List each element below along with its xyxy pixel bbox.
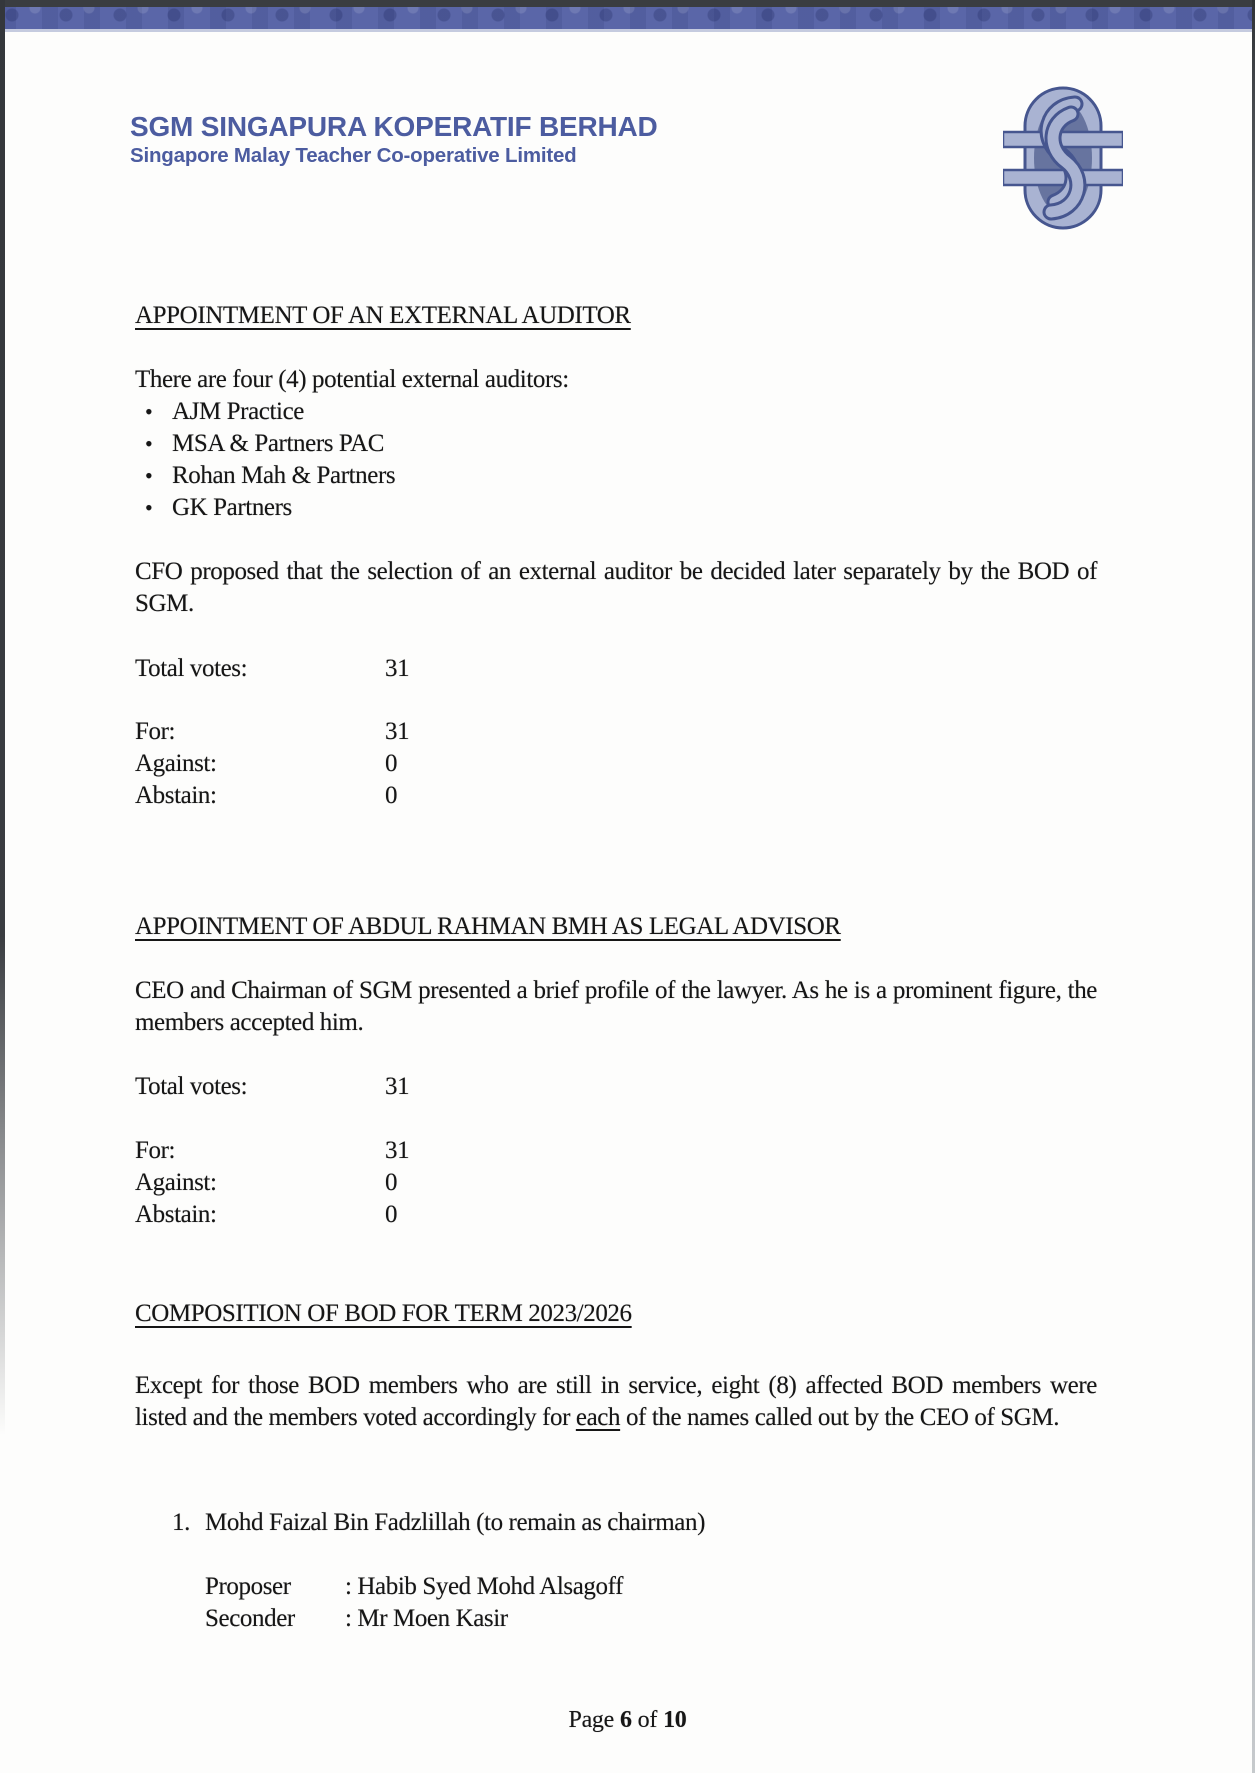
scan-edge-top — [0, 0, 1255, 7]
total-pages: 10 — [663, 1707, 687, 1733]
vote-label: Abstain: — [135, 1201, 217, 1228]
proposer-value: : Habib Syed Mohd Alsagoff — [345, 1573, 624, 1600]
list-number: 1. — [172, 1509, 190, 1536]
vote-value: 31 — [385, 1073, 410, 1100]
company-name: SGM SINGAPURA KOPERATIF BERHAD — [130, 111, 658, 142]
against-votes-row — [135, 748, 835, 780]
bullet-icon: • — [145, 463, 153, 488]
proposer-label: Proposer — [205, 1573, 291, 1600]
bullet-text: GK Partners — [172, 494, 292, 521]
section-1-paragraph: CFO proposed that the selection of an external auditor be decided later separately by the BOD of SGM. — [135, 558, 1097, 617]
bullet-icon: • — [145, 399, 153, 424]
section-1-heading: APPOINTMENT OF AN EXTERNAL AUDITOR — [135, 302, 631, 329]
vote-label: For: — [135, 1137, 176, 1164]
paragraph-text: of the names called out by the CEO of SGM. — [620, 1404, 1060, 1431]
for-votes-row — [135, 1135, 835, 1167]
bullet-text: MSA & Partners PAC — [172, 430, 385, 457]
vote-value: 0 — [385, 750, 398, 777]
sgm-emblem-logo — [1003, 86, 1123, 230]
list-item — [135, 492, 1097, 524]
vote-label: For: — [135, 718, 176, 745]
seconder-value: : Mr Moen Kasir — [345, 1605, 508, 1632]
underlined-word: each — [575, 1404, 621, 1431]
against-votes-row — [135, 1167, 835, 1199]
bullet-icon: • — [145, 495, 153, 520]
section-3-paragraph — [135, 1370, 1097, 1434]
page-number: 6 — [619, 1707, 632, 1733]
page-word: Page — [568, 1707, 614, 1733]
vote-value: 31 — [385, 718, 410, 745]
total-votes-row — [135, 653, 835, 685]
seconder-label: Seconder — [205, 1605, 295, 1632]
total-votes-row — [135, 1071, 835, 1103]
vote-label: Against: — [135, 1169, 217, 1196]
scan-edge-left — [0, 0, 5, 1560]
letterhead — [130, 112, 658, 168]
section-2-paragraph: CEO and Chairman of SGM presented a brief profile of the lawyer. As he is a prominent figure, the members accepted him. — [135, 977, 1097, 1036]
vote-label: Total votes: — [135, 655, 248, 682]
vote-value: 0 — [385, 782, 398, 809]
company-subtitle: Singapore Malay Teacher Co-operative Limited — [130, 144, 577, 167]
vote-label: Abstain: — [135, 782, 217, 809]
bullet-text: Rohan Mah & Partners — [172, 462, 396, 489]
list-item — [135, 396, 1097, 428]
of-word: of — [637, 1707, 658, 1733]
list-item — [135, 428, 1097, 460]
section-3-heading: COMPOSITION OF BOD FOR TERM 2023/2026 — [135, 1300, 632, 1327]
vote-value: 0 — [385, 1201, 398, 1228]
for-votes-row — [135, 716, 835, 748]
numbered-list-item — [172, 1507, 705, 1539]
paragraph-text: Except for those BOD members who are still in service, eight (8) affected BOD members were listed and the members voted accordingly for — [135, 1372, 1097, 1431]
bullet-icon: • — [145, 431, 153, 456]
bullet-text: AJM Practice — [172, 398, 304, 425]
section-2-heading: APPOINTMENT OF ABDUL RAHMAN BMH AS LEGAL ADVISOR — [135, 913, 841, 940]
vote-value: 31 — [385, 655, 410, 682]
abstain-votes-row — [135, 1199, 835, 1231]
auditor-bullet-list — [135, 396, 1097, 524]
section-1-intro: There are four (4) potential external auditors: — [135, 366, 569, 393]
seconder-row — [205, 1603, 508, 1635]
page-number-footer — [0, 1707, 1255, 1734]
abstain-votes-row — [135, 780, 835, 812]
list-item — [135, 460, 1097, 492]
proposer-row — [205, 1571, 623, 1603]
vote-value: 0 — [385, 1169, 398, 1196]
vote-value: 31 — [385, 1137, 410, 1164]
vote-label: Against: — [135, 750, 217, 777]
vote-label: Total votes: — [135, 1073, 248, 1100]
list-item-text: Mohd Faizal Bin Fadzlillah (to remain as chairman) — [205, 1509, 705, 1536]
